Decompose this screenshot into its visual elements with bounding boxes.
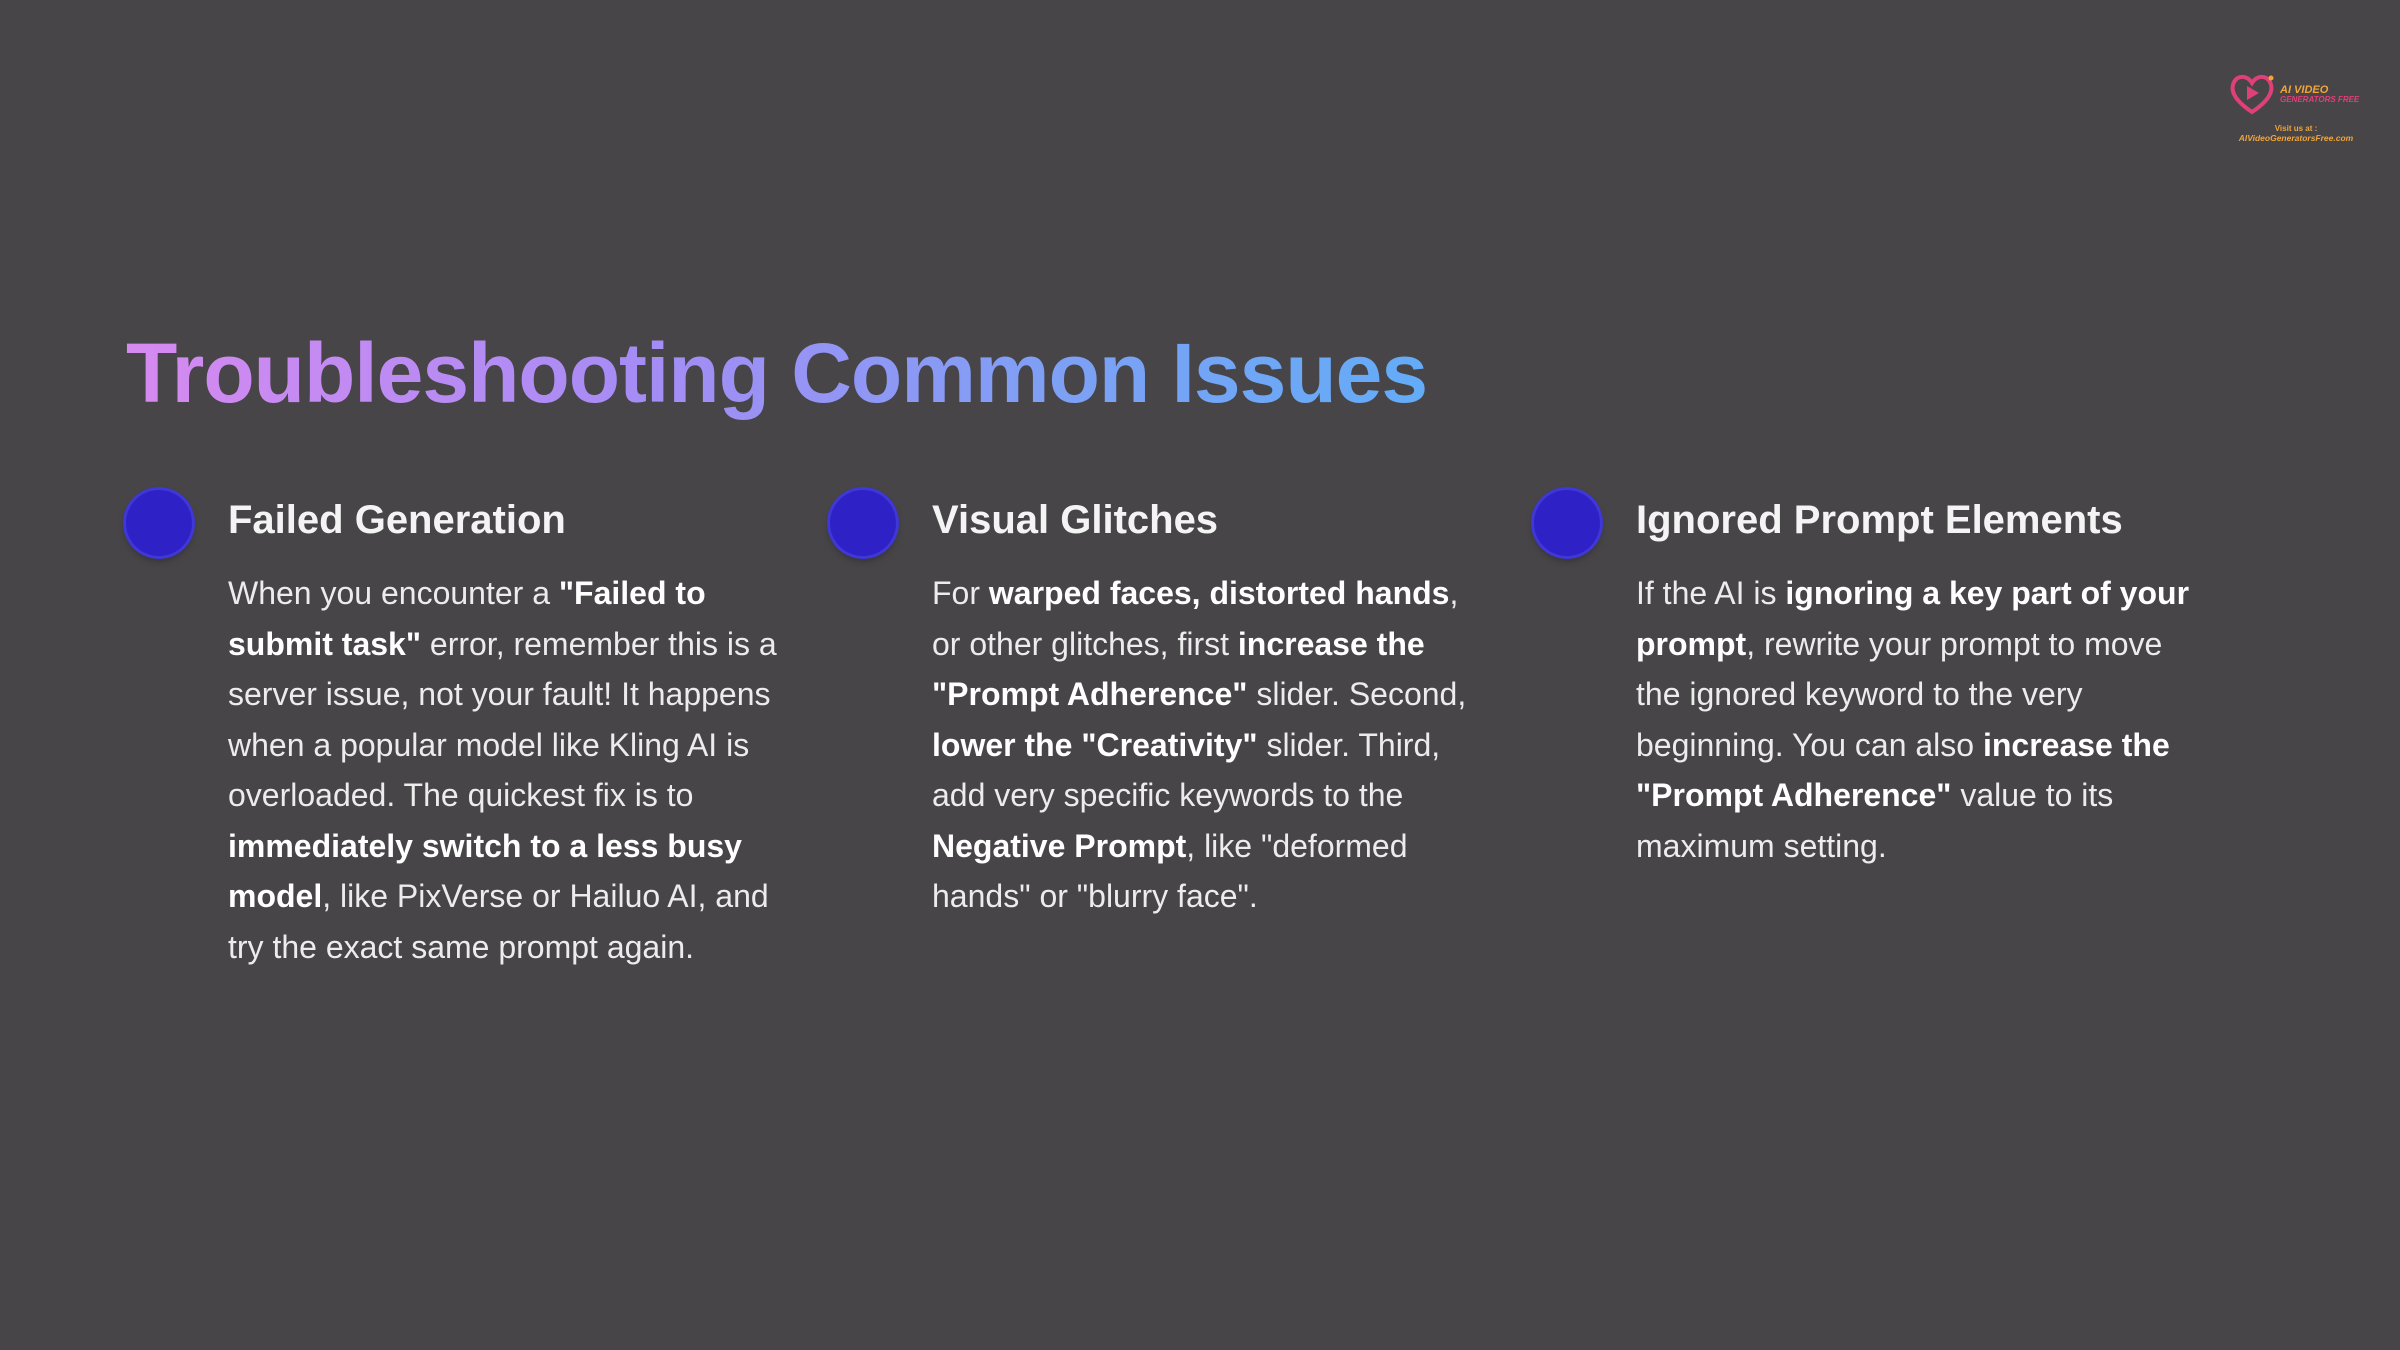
site-logo xyxy=(2228,72,2364,152)
body-text: , rewrite your prompt to move the ignored keyword to the very beginning. You can also xyxy=(1636,625,2163,763)
bullet-circle-icon xyxy=(126,490,192,556)
body-text: , like PixVerse or Hailuo AI, and try the exact same prompt again. xyxy=(228,878,769,965)
body-text: slider. Second, xyxy=(1247,676,1467,712)
body-text: , like "deformed hands" or "blurry face". xyxy=(932,827,1408,914)
body-text: slider. Third, add very specific keywords to the xyxy=(932,726,1441,813)
issue-description xyxy=(228,568,788,972)
page-title: Troubleshooting Common Issues xyxy=(126,326,1428,420)
body-text: value to its maximum setting. xyxy=(1636,777,2114,864)
body-text: If the AI is xyxy=(1636,575,1786,611)
logo-brand-line2: GENERATORS FREE xyxy=(2280,94,2360,104)
issue-description xyxy=(932,568,1492,922)
body-text: When you encounter a xyxy=(228,575,559,611)
emphasis-text: warped faces, distorted hands xyxy=(988,575,1450,611)
body-text: error, remember this is a server issue, not your fault! It happens when a popular model like Kling AI is overloaded. The quickest fix is to xyxy=(228,625,777,813)
emphasis-text: "Failed to submit task" xyxy=(228,575,706,662)
bullet-circle-icon xyxy=(1534,490,1600,556)
heart-play-icon xyxy=(2228,72,2276,116)
logo-visit-text: Visit us at : xyxy=(2274,124,2318,133)
body-text: , or other glitches, first xyxy=(932,575,1459,662)
emphasis-text: increase the "Prompt Adherence" xyxy=(1636,726,2170,813)
emphasis-text: Negative Prompt xyxy=(932,827,1187,864)
issue-heading: Visual Glitches xyxy=(932,498,1219,542)
emphasis-text: ignoring a key part of your prompt xyxy=(1636,575,2190,662)
logo-brand-line1: AI VIDEO xyxy=(2280,83,2329,96)
emphasis-text: increase the "Prompt Adherence" xyxy=(932,625,1425,712)
issue-heading: Ignored Prompt Elements xyxy=(1636,498,2123,542)
issue-heading: Failed Generation xyxy=(228,498,566,542)
emphasis-text: lower the "Creativity" xyxy=(932,726,1258,763)
bullet-circle-icon xyxy=(830,490,896,556)
issue-description xyxy=(1636,568,2196,871)
logo-site-link[interactable]: AIVideoGeneratorsFree.com xyxy=(2238,133,2354,143)
body-text: For xyxy=(932,575,989,611)
emphasis-text: immediately switch to a less busy model xyxy=(228,827,742,914)
